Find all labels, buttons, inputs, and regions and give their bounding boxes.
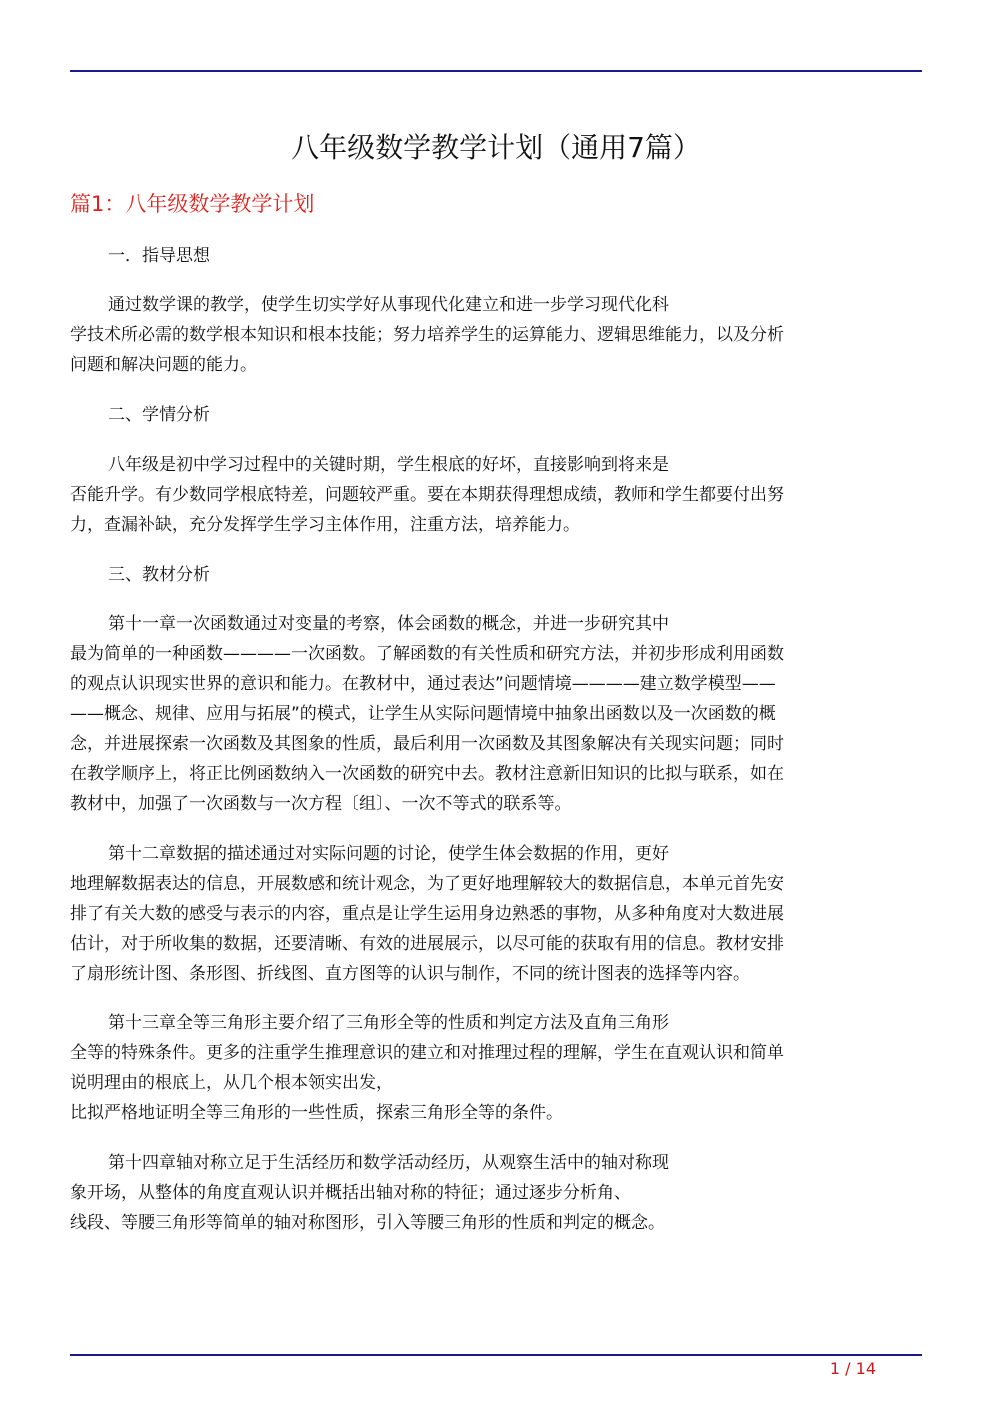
document-title: 八年级数学教学计划（通用7篇）	[291, 131, 701, 164]
paragraph-chapter-13	[70, 1008, 922, 1128]
paragraph-line: 否能升学。有少数同学根底特差，问题较严重。要在本期获得理想成绩，教师和学生都要付出努	[70, 485, 784, 505]
paragraph-line: 全等的特殊条件。更多的注重学生推理意识的建立和对推理过程的理解，学生在直观认识和简单	[70, 1043, 784, 1063]
paragraph-line: 线段、等腰三角形等简单的轴对称图形，引入等腰三角形的性质和判定的概念。	[70, 1213, 665, 1233]
paragraph-line: 比拟严格地证明全等三角形的一些性质，探索三角形全等的条件。	[70, 1103, 563, 1123]
paragraph-line: 估计，对于所收集的数据，还要清晰、有效的进展展示，以尽可能的获取有用的信息。教材安排	[70, 934, 784, 954]
paragraph-chapter-12	[70, 839, 922, 989]
paragraph-learning-analysis	[70, 450, 922, 540]
paragraph-line: 第十一章一次函数通过对变量的考察，体会函数的概念，并进一步研究其中	[108, 614, 669, 634]
paragraph-line: 教材中，加强了一次函数与一次方程〔组〕、一次不等式的联系等。	[70, 794, 572, 814]
paragraph-guiding-ideology	[70, 290, 922, 380]
paragraph-line: 最为简单的一种函数————一次函数。了解函数的有关性质和研究方法，并初步形成利用函数	[70, 644, 784, 664]
paragraph-line: 地理解数据表达的信息，开展数感和统计观念，为了更好地理解较大的数据信息，本单元首先安	[70, 874, 784, 894]
heading-text: 二、学情分析	[108, 405, 210, 425]
page-number: 1 / 14	[829, 1359, 876, 1378]
heading-guiding-ideology	[70, 241, 922, 271]
paragraph-line: 问题和解决问题的能力。	[70, 355, 257, 375]
paragraph-chapter-14	[70, 1148, 922, 1238]
paragraph-line: ——概念、规律、应用与拓展”的模式，让学生从实际问题情境中抽象出函数以及一次函数的概	[70, 704, 776, 724]
footer-rule	[70, 1354, 922, 1356]
paragraph-line: 学技术所必需的数学根本知识和根本技能；努力培养学生的运算能力、逻辑思维能力，以及分析	[70, 325, 784, 345]
section-title: 篇1：八年级数学教学计划	[70, 192, 315, 216]
heading-text: 三、教材分析	[108, 565, 210, 585]
paragraph-line: 排了有关大数的感受与表示的内容，重点是让学生运用身边熟悉的事物，从多种角度对大数进展	[70, 904, 784, 924]
paragraph-line: 通过数学课的教学，使学生切实学好从事现代化建立和进一步学习现代化科	[108, 295, 669, 315]
paragraph-line: 第十四章轴对称立足于生活经历和数学活动经历，从观察生活中的轴对称现	[108, 1153, 669, 1173]
paragraph-line: 在教学顺序上，将正比例函数纳入一次函数的研究中去。教材注意新旧知识的比拟与联系，如在	[70, 764, 784, 784]
paragraph-line: 八年级是初中学习过程中的关键时期，学生根底的好坏，直接影响到将来是	[108, 455, 669, 475]
paragraph-line: 的观点认识现实世界的意识和能力。在教材中，通过表达”问题情境————建立数学模型——	[70, 674, 776, 694]
paragraph-line: 说明理由的根底上，从几个根本领实出发，	[70, 1073, 393, 1093]
heading-textbook-analysis	[70, 560, 922, 590]
header-rule	[70, 70, 922, 72]
paragraph-chapter-11	[70, 609, 922, 819]
paragraph-line: 了扇形统计图、条形图、折线图、直方图等的认识与制作，不同的统计图表的选择等内容。	[70, 964, 750, 984]
paragraph-line: 念，并进展探索一次函数及其图象的性质，最后利用一次函数及其图象解决有关现实问题；同时	[70, 734, 784, 754]
paragraph-line: 力，查漏补缺，充分发挥学生学习主体作用，注重方法，培养能力。	[70, 515, 580, 535]
heading-text: 一．指导思想	[108, 246, 210, 266]
heading-learning-analysis	[70, 400, 922, 430]
paragraph-line: 象开场，从整体的角度直观认识并概括出轴对称的特征；通过逐步分析角、	[70, 1183, 631, 1203]
paragraph-line: 第十三章全等三角形主要介绍了三角形全等的性质和判定方法及直角三角形	[108, 1013, 669, 1033]
paragraph-line: 第十二章数据的描述通过对实际问题的讨论，使学生体会数据的作用，更好	[108, 844, 669, 864]
